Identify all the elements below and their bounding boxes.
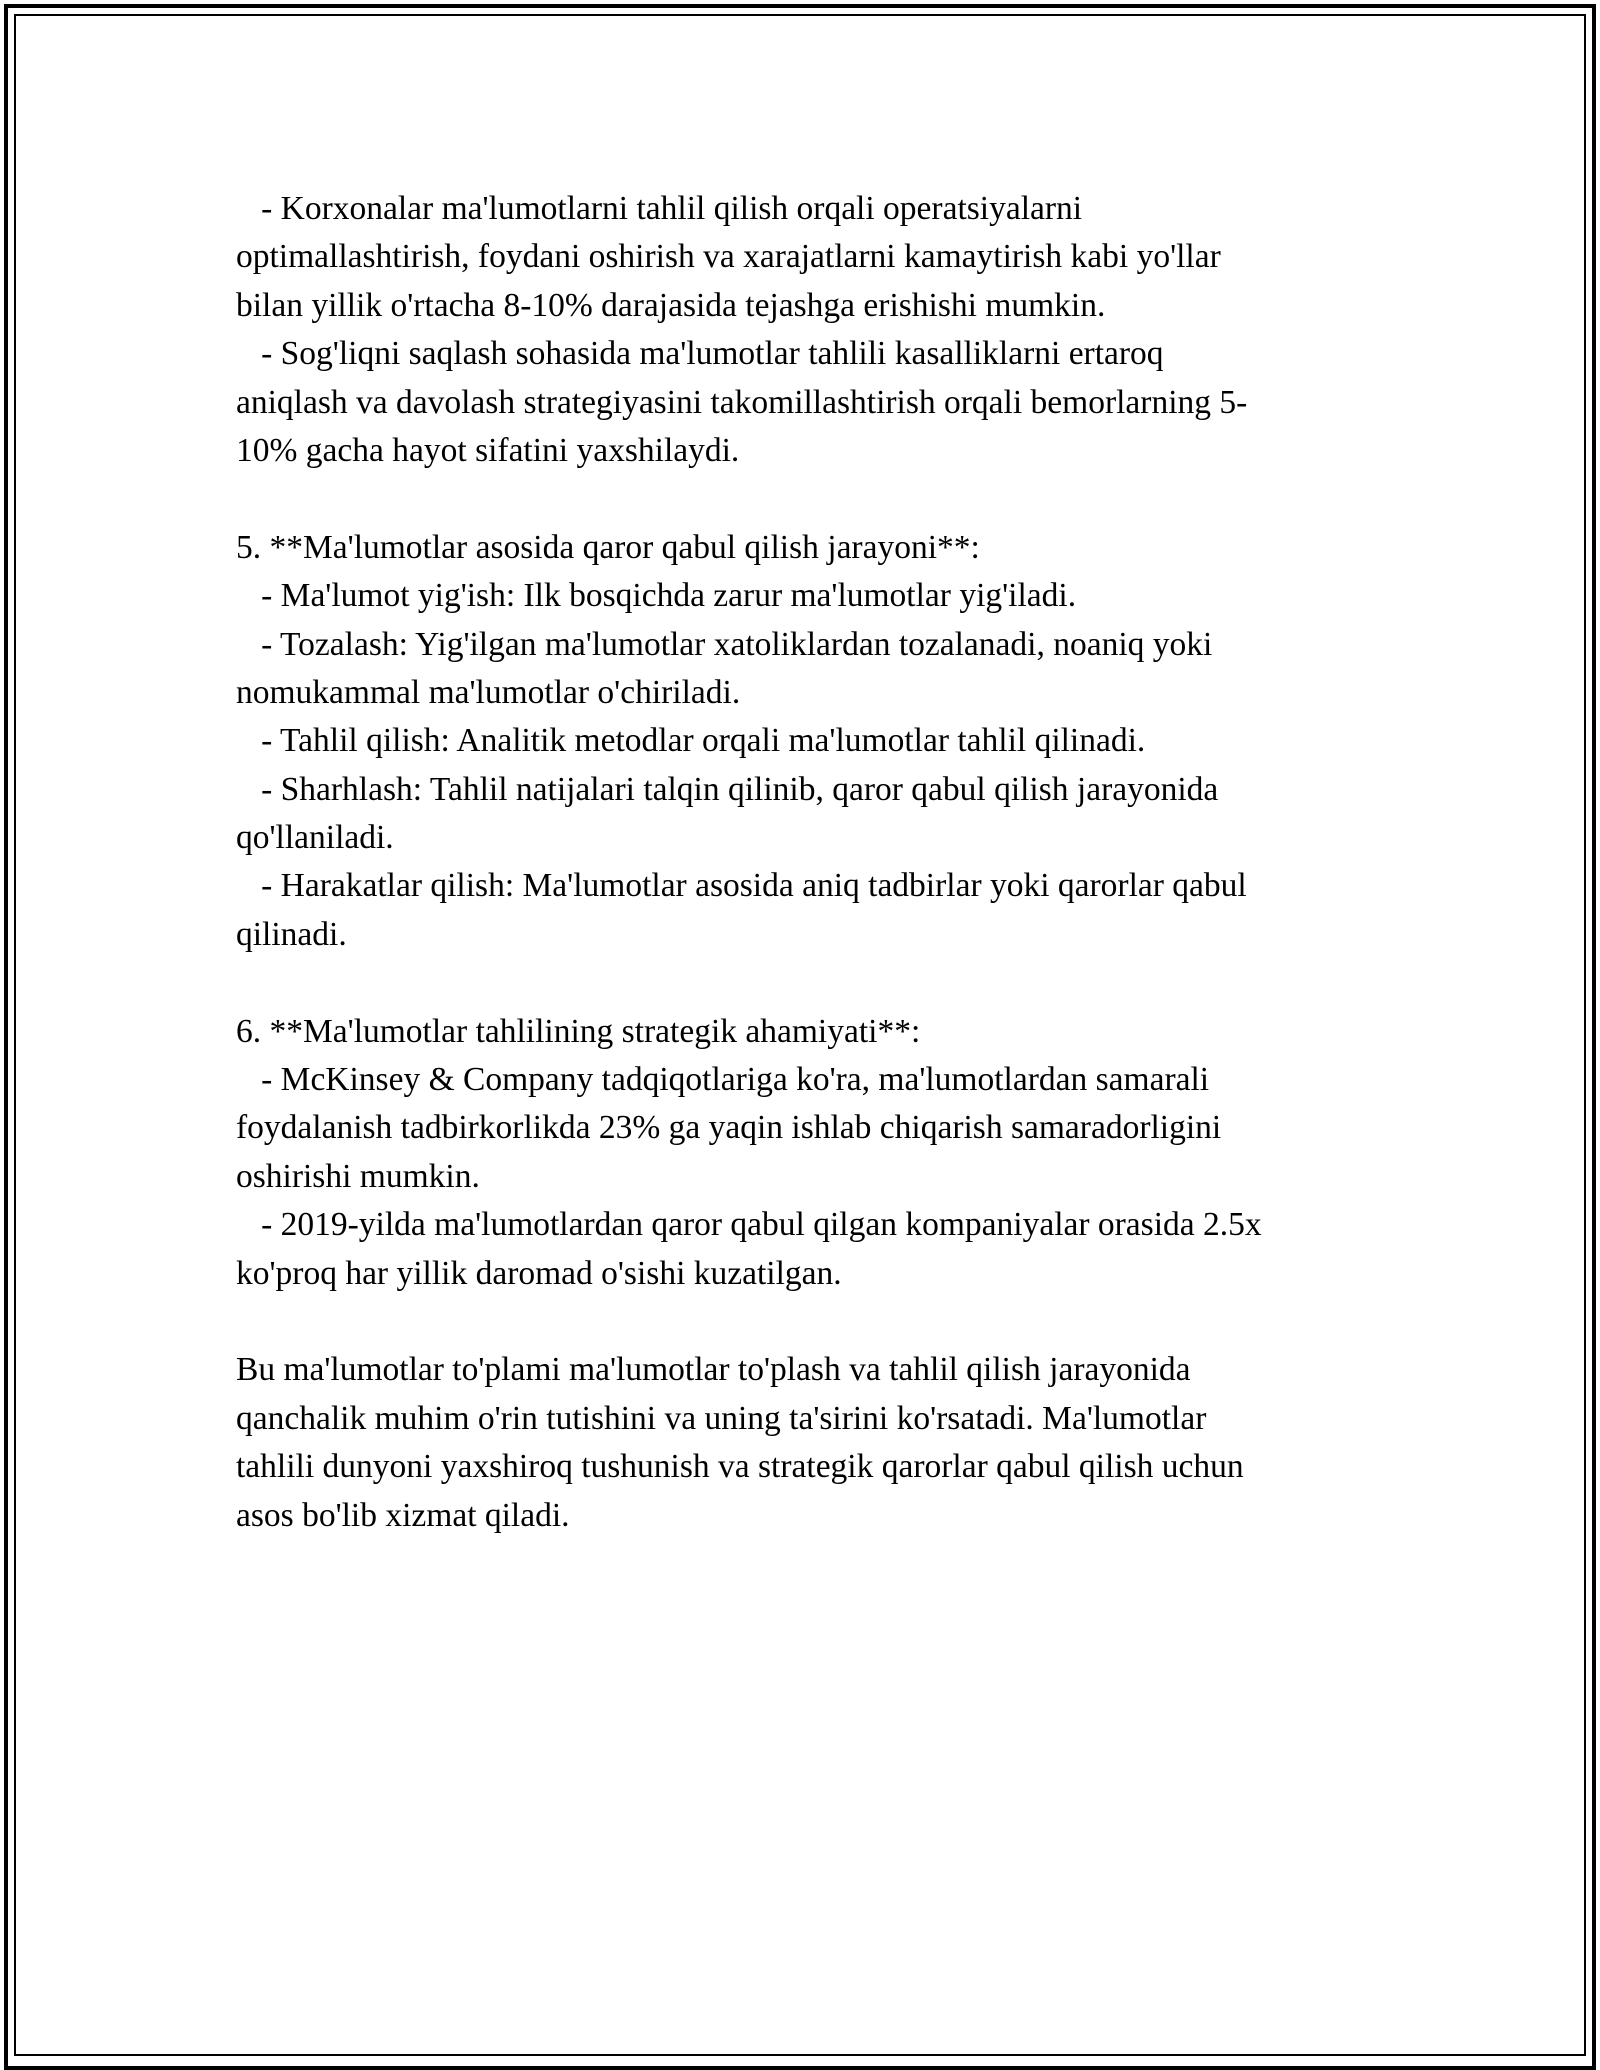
text-line: - Tahlil qilish: Analitik metodlar orqali ma'lumotlar tahlil qilinadi. [236, 722, 1146, 760]
text-line: optimallashtirish, foydani oshirish va xarajatlarni kamaytirish kabi yo'llar [236, 238, 1221, 276]
closing-paragraph-line: tahlili dunyoni yaxshiroq tushunish va strategik qarorlar qabul qilish uchun [236, 1448, 1244, 1486]
text-line: 10% gacha hayot sifatini yaxshilaydi. [236, 431, 740, 469]
text-line: nomukammal ma'lumotlar o'chiriladi. [236, 673, 741, 711]
text-line: - Sharhlash: Tahlil natijalari talqin qilinib, qaror qabul qilish jarayonida [236, 770, 1219, 808]
text-line: aniqlash va davolash strategiyasini takomillashtirish orqali bemorlarning 5- [236, 383, 1248, 421]
paragraph-gap [236, 959, 1386, 1007]
closing-paragraph-line: qanchalik muhim o'rin tutishini va uning ta'sirini ko'rsatadi. Ma'lumotlar [236, 1399, 1207, 1437]
text-line: qo'llaniladi. [236, 819, 394, 857]
text-line: foydalanish tadbirkorlikda 23% ga yaqin ishlab chiqarish samaradorligini [236, 1109, 1222, 1147]
closing-paragraph-line: asos bo'lib xizmat qiladi. [236, 1496, 570, 1534]
closing-paragraph-line: Bu ma'lumotlar to'plami ma'lumotlar to'plash va tahlil qilish jarayonida [236, 1351, 1191, 1389]
document-body [236, 185, 1386, 1540]
text-line: - McKinsey & Company tadqiqotlariga ko'ra, ma'lumotlardan samarali [236, 1061, 1210, 1099]
text-line: - Tozalash: Yig'ilgan ma'lumotlar xatoliklardan tozalanadi, noaniq yoki [236, 625, 1213, 663]
text-line: qilinadi. [236, 915, 347, 953]
text-line: - 2019-yilda ma'lumotlardan qaror qabul qilgan kompaniyalar orasida 2.5x [236, 1206, 1262, 1244]
text-line: - Sog'liqni saqlash sohasida ma'lumotlar tahlili kasalliklarni ertaroq [236, 335, 1164, 373]
text-line: bilan yillik o'rtacha 8-10% darajasida tejashga erishishi mumkin. [236, 286, 1106, 324]
text-line: - Harakatlar qilish: Ma'lumotlar asosida aniq tadbirlar yoki qarorlar qabul [236, 867, 1247, 905]
text-line: oshirishi mumkin. [236, 1157, 480, 1195]
text-line: - Korxonalar ma'lumotlarni tahlil qilish orqali operatsiyalarni [236, 190, 1083, 227]
text-line: - Ma'lumot yig'ish: Ilk bosqichda zarur ma'lumotlar yig'iladi. [236, 577, 1077, 615]
section-heading: 6. **Ma'lumotlar tahlilining strategik ahamiyati**: [236, 1012, 921, 1050]
paragraph-gap [236, 1298, 1386, 1346]
text-line: ko'proq har yillik daromad o'sishi kuzatilgan. [236, 1254, 842, 1292]
section-heading: 5. **Ma'lumotlar asosida qaror qabul qilish jarayoni**: [236, 528, 980, 566]
paragraph-gap [236, 475, 1386, 523]
